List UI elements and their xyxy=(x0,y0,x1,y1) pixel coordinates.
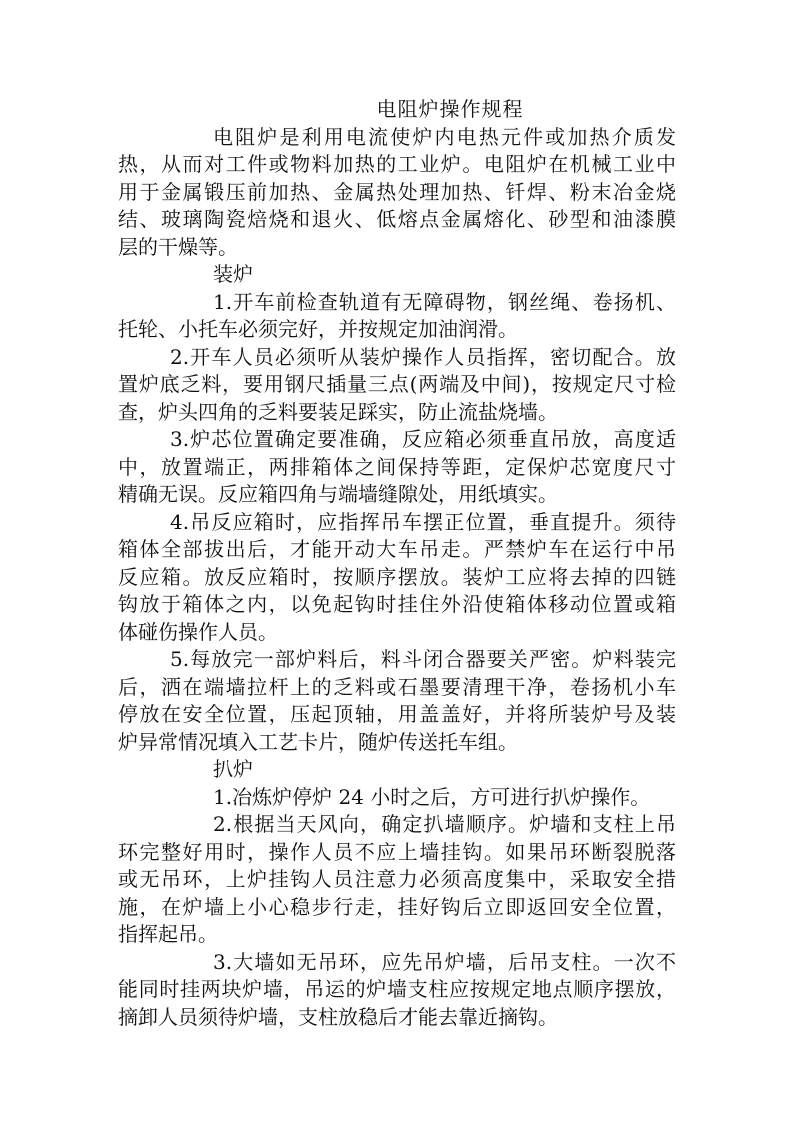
text-line: 电阻炉是利用电流使炉内电热元件或加热介质发 xyxy=(213,124,676,149)
numbered-paragraph xyxy=(118,289,676,344)
numbered-paragraph xyxy=(118,784,676,812)
section-heading-loading: 装炉 xyxy=(213,262,253,286)
numbered-paragraph xyxy=(118,811,676,949)
text-line: 摘卸人员须待炉墙，支柱放稳后才能去靠近摘钩。 xyxy=(118,1004,558,1029)
text-line: 3.大墙如无吊环，应先吊炉墙，后吊支柱。一次不 xyxy=(213,949,676,974)
text-line: 精确无误。反应箱四角与端墙缝隙处，用纸填实。 xyxy=(118,482,558,506)
text-line: 托轮、小托车必须完好，并按规定加油润滑。 xyxy=(118,317,518,341)
document-page xyxy=(118,96,676,1031)
text-line: 1.冶炼炉停炉 24 小时之后，方可进行扒炉操作。 xyxy=(213,784,651,809)
section-unloading-items xyxy=(118,784,676,1032)
text-line: 后，洒在端墙拉杆上的乏料或石墨要清理干净，卷扬机小车 xyxy=(118,674,676,699)
text-line: 环完整好用时，操作人员不应上墙挂钩。如果吊环断裂脱落 xyxy=(118,839,676,864)
text-line: 炉异常情况填入工艺卡片，随炉传送托车组。 xyxy=(118,729,518,754)
text-line: 钩放于箱体之内，以免起钩时挂住外沿使箱体移动位置或箱 xyxy=(118,592,676,616)
text-line: 施，在炉墙上小心稳步行走，挂好钩后立即返回安全位置， xyxy=(118,894,676,919)
text-line: 能同时挂两块炉墙，吊运的炉墙支柱应按规定地点顺序摆放， xyxy=(118,977,676,1001)
intro-paragraph xyxy=(118,124,676,262)
numbered-paragraph xyxy=(118,509,676,647)
section-heading-unloading: 扒炉 xyxy=(213,757,253,781)
text-line: 箱体全部拔出后，才能开动大车吊走。严禁炉车在运行中吊 xyxy=(118,537,676,561)
text-line: 指挥起吊。 xyxy=(118,922,218,946)
section-loading-items xyxy=(118,289,676,757)
numbered-paragraph xyxy=(118,426,676,509)
numbered-paragraph xyxy=(118,344,676,427)
text-line: 2.根据当天风向，确定扒墙顺序。炉墙和支柱上吊 xyxy=(213,812,676,836)
text-line: 体碰伤操作人员。 xyxy=(118,619,278,644)
text-line: 反应箱。放反应箱时，按顺序摆放。装炉工应将去掉的四链 xyxy=(118,564,676,589)
text-line: 置炉底乏料，要用钢尺插量三点(两端及中间)，按规定尺寸检 xyxy=(118,372,676,396)
text-line: 用于金属锻压前加热、金属热处理加热、钎焊、粉末冶金烧 xyxy=(118,179,676,204)
text-line: 4.吊反应箱时，应指挥吊车摆正位置，垂直提升。须待 xyxy=(170,509,676,534)
text-line: 3.炉芯位置确定要准确，反应箱必须垂直吊放，高度适 xyxy=(170,427,676,451)
text-line: 热，从而对工件或物料加热的工业炉。电阻炉在机械工业中 xyxy=(118,152,676,176)
text-line: 停放在安全位置，压起顶轴，用盖盖好，并将所装炉号及装 xyxy=(118,702,676,726)
text-line: 层的干燥等。 xyxy=(118,234,238,259)
text-line: 中，放置端正，两排箱体之间保持等距，定保炉芯宽度尺寸 xyxy=(118,454,676,479)
numbered-paragraph xyxy=(118,949,676,1032)
numbered-paragraph xyxy=(118,646,676,756)
text-line: 5.每放完一部炉料后，料斗闭合器要关严密。炉料装完 xyxy=(170,647,676,671)
document-title: 电阻炉操作规程 xyxy=(376,97,524,121)
text-line: 结、玻璃陶瓷焙烧和退火、低熔点金属熔化、砂型和油漆膜 xyxy=(118,207,676,231)
text-line: 1.开车前检查轨道有无障碍物，钢丝绳、卷扬机、 xyxy=(213,289,676,314)
text-line: 查，炉头四角的乏料要装足踩实，防止流盐烧墙。 xyxy=(118,399,558,424)
text-line: 或无吊环，上炉挂钩人员注意力必须高度集中，采取安全措 xyxy=(118,867,676,891)
text-line: 2.开车人员必须听从装炉操作人员指挥，密切配合。放 xyxy=(170,344,676,369)
